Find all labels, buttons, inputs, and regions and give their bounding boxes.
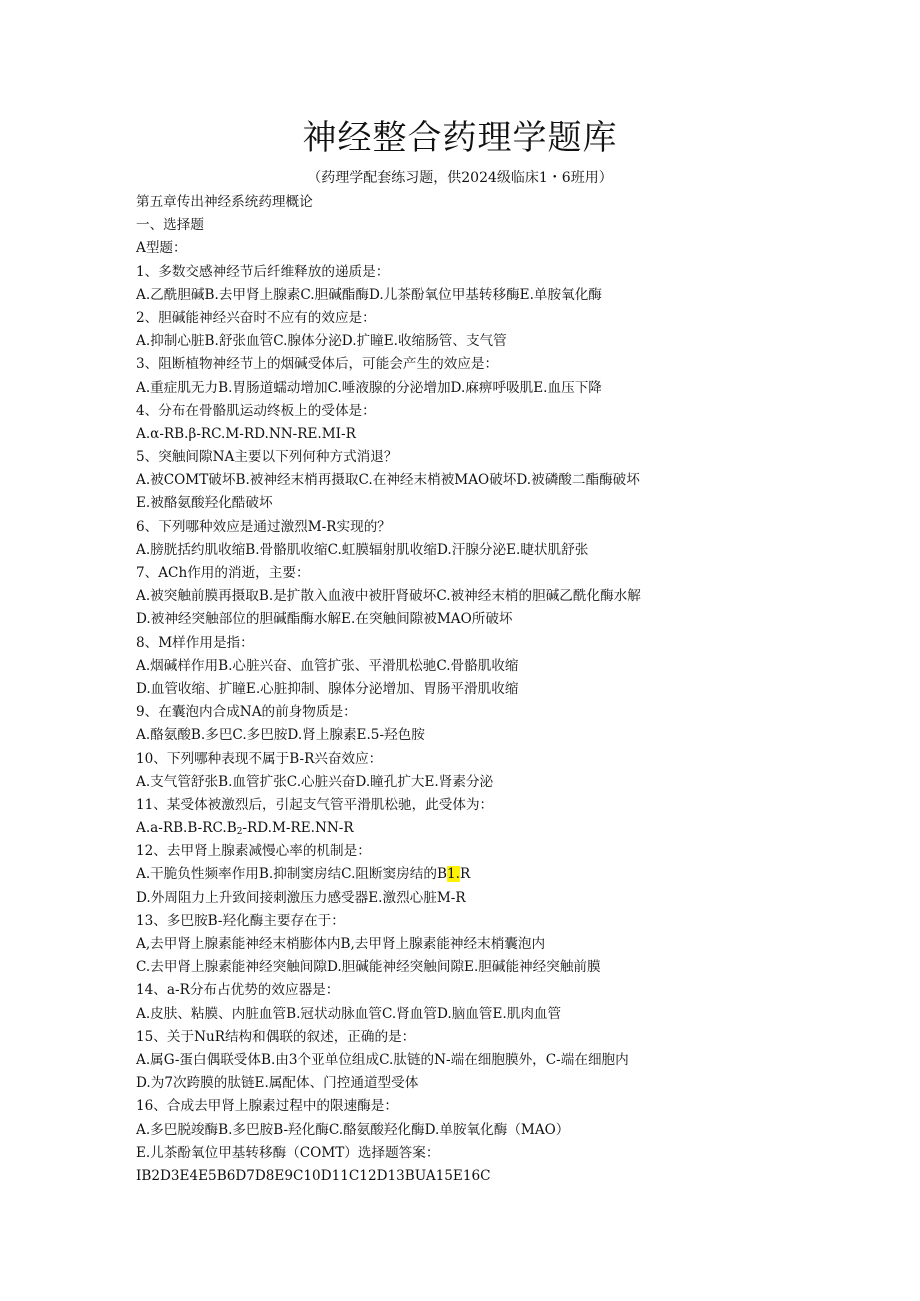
question-14-options: A.皮肤、粘膜、内脏血管B.冠状动脉血管C.肾血管D.脑血管E.肌肉血管: [136, 1005, 562, 1022]
question-15: 15、关于NuR结构和偶联的叙述，正确的是：: [136, 1028, 416, 1045]
question-6-options: A.膀胱括约肌收缩B.骨骼肌收缩C.虹膜辐射肌收缩D.汗腺分泌E.睫状肌舒张: [136, 541, 589, 558]
question-3: 3、阻断植物神经节上的烟碱受体后，可能会产生的效应是：: [136, 356, 499, 373]
answer-key: IB2D3E4E5B6D7D8E9C10D11C12D13BUA15E16C: [136, 1167, 491, 1184]
question-14: 14、a-R分布占优势的效应器是：: [136, 982, 340, 999]
question-8-options: A.烟碱样作用B.心脏兴奋、血管扩张、平滑肌松驰C.骨骼肌收缩: [136, 657, 519, 674]
highlighted-text: 1.: [446, 866, 460, 883]
question-3-options: A.重症肌无力B.胃肠道蠕动增加C.唾液腺的分泌增加D.麻痹呼吸肌E.血压下降: [136, 379, 602, 396]
question-5-options-cont: E.被酪氨酸羟化酷破坏: [136, 495, 273, 512]
question-12: 12、去甲肾上腺素减慢心率的机制是：: [136, 843, 371, 860]
question-15-options-cont: D.为7次跨膜的肽链E.属配体、门控通道型受体: [136, 1075, 419, 1092]
question-1: 1、多数交感神经节后纤维释放的递质是：: [136, 263, 390, 280]
document-title: 神经整合药理学题库: [302, 118, 618, 158]
question-15-options: A.属G-蛋白偶联受体B.由3个亚单位组成C.肽链的N-端在细胞膜外，C-端在细胞内: [136, 1051, 629, 1068]
question-8-options-cont: D.血管收缩、扩瞳E.心脏抑制、腺体分泌增加、胃肠平滑肌收缩: [136, 680, 519, 697]
section-heading: 一、选择题: [136, 217, 204, 234]
question-8: 8、M样作用是指：: [136, 634, 254, 651]
question-4: 4、分布在骨骼肌运动终板上的受体是：: [136, 402, 376, 419]
question-2-options: A.抑制心脏B.舒张血管C.腺体分泌D.扩瞳E.收缩肠管、支气管: [136, 333, 507, 350]
question-7-options: A.被突触前膜再摄取B.是扩散入血液中被肝肾破坏C.被神经末梢的胆碱乙酰化酶水解: [136, 588, 641, 605]
question-7: 7、ACh作用的消逝，主要：: [136, 565, 310, 581]
chapter-heading: 第五章传出神经系统药理概论: [136, 194, 313, 210]
subscript-2: 2: [236, 827, 243, 838]
question-type-heading: A型题：: [136, 240, 187, 257]
question-10-options: A.支气管舒张B.血管扩张C.心脏兴奋D.瞳孔扩大E.肾素分泌: [136, 773, 494, 790]
question-16-options-cont: E.儿茶酚氧位甲基转移酶（COMT）选择题答案：: [136, 1144, 440, 1161]
question-11: 11、某受体被激烈后，引起支气管平滑肌松驰，此受体为：: [136, 796, 494, 813]
question-9-options: A.酪氨酸B.多巴C.多巴胺D.肾上腺素E.5-羟色胺: [136, 727, 425, 744]
question-4-options: A.α-RB.β-RC.M-RD.NN-RE.MI-R: [136, 425, 356, 442]
question-12-options-cont: D.外周阻力上升致间接刺激压力感受器E.激烈心脏M-R: [136, 889, 466, 906]
question-9: 9、在囊泡内合成NA的前身物质是：: [136, 704, 357, 721]
question-2: 2、胆碱能神经兴奋时不应有的效应是：: [136, 309, 376, 326]
question-11-options: $A.a-RB.B-RC.B_2-RD.M-RE.NN-R$: [136, 820, 354, 838]
question-list: [136, 191, 876, 1188]
question-12-options: A.干脆负性频率作用B.抑制窦房结C.阻断窦房结的B1.R: [136, 866, 471, 883]
question-5-options: A.被COMT破坏B.被神经末梢再摄取C.在神经末梢被MAO破坏D.被磷酸二酯酶破坏: [136, 472, 640, 489]
question-13-options: A,去甲肾上腺素能神经末梢膨体内B,去甲肾上腺素能神经末梢囊泡内: [136, 936, 546, 952]
question-16-options: A.多巴脱竣酶B.多巴胺B-羟化酶C.酪氨酸羟化酶D.单胺氧化酶（MAO）: [136, 1121, 570, 1138]
question-5: 5、突触间隙NA主要以下列何种方式消退？: [136, 449, 398, 466]
question-13: 13、多巴胺B-羟化酶主要存在于：: [136, 912, 345, 929]
document-subtitle: （药理学配套练习题，供2024级临床1・6班用）: [307, 170, 613, 186]
question-13-options-cont: C.去甲肾上腺素能神经突触间隙D.胆碱能神经突触间隙E.胆碱能神经突触前膜: [136, 959, 601, 976]
question-10: 10、下列哪种表现不属于B-R兴奋效应：: [136, 750, 383, 767]
question-16: 16、合成去甲肾上腺素过程中的限速酶是：: [136, 1098, 398, 1115]
question-7-options-cont: D.被神经突触部位的胆碱酯酶水解E.在突触间隙被MAO所破坏: [136, 611, 513, 628]
question-1-options: A.乙酰胆碱B.去甲肾上腺素C.胆碱酯酶D.儿茶酚氧位甲基转移酶E.单胺氧化酶: [136, 286, 602, 303]
question-6: 6、下列哪种效应是通过激烈M-R实现的？: [136, 518, 391, 535]
